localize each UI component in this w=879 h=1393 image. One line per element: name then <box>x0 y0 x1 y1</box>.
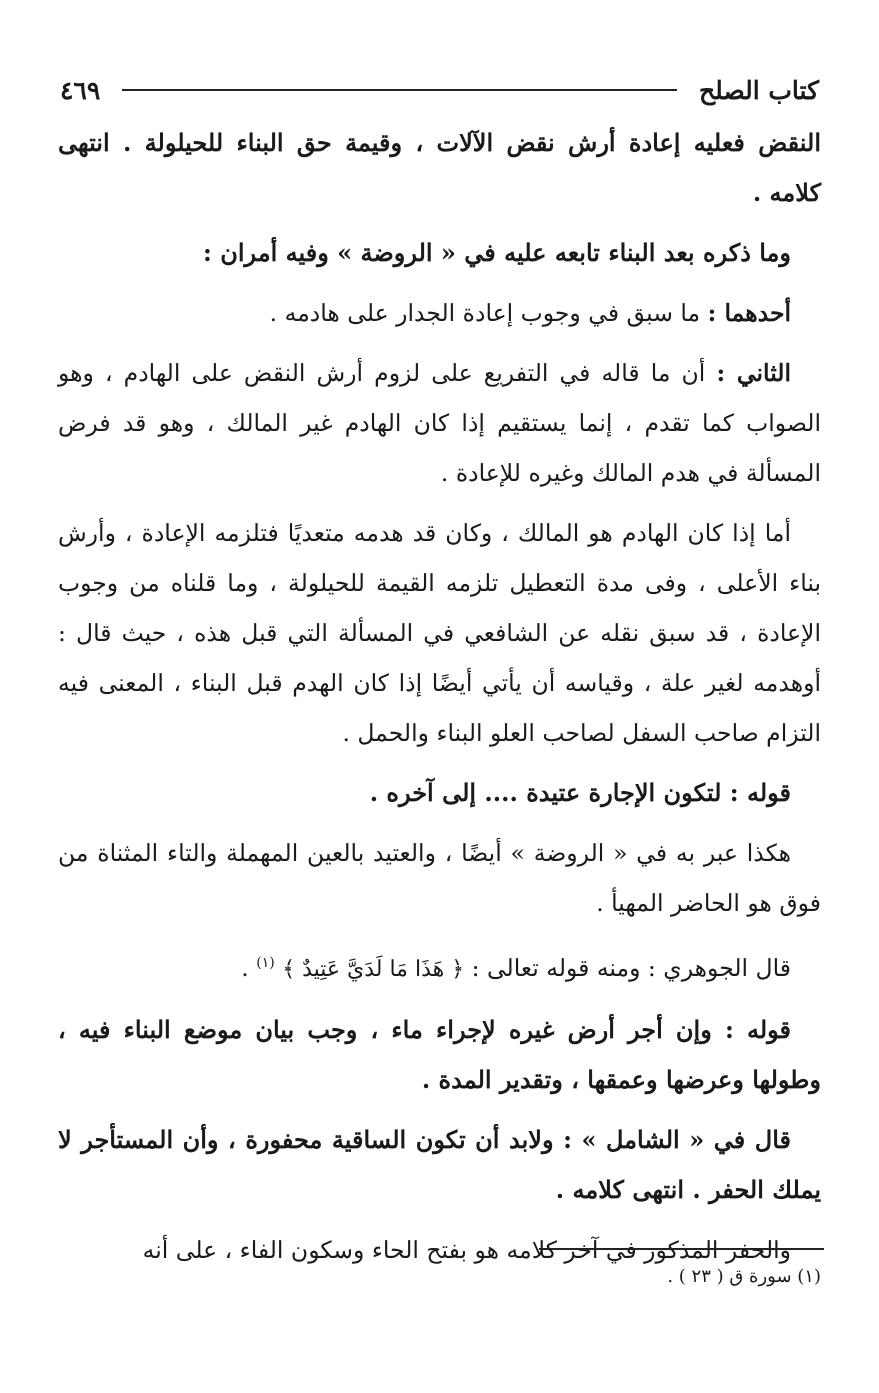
running-header <box>60 70 819 110</box>
header-title: كتاب الصلح <box>699 75 819 105</box>
paragraph-1-text: النقض فعليه إعادة أرش نقض الآلات ، وقيمة حق البناء للحيلولة . انتهى كلامه . <box>58 128 821 207</box>
footnote-rule <box>539 1248 824 1250</box>
page-number: ٤٦٩ <box>60 75 101 105</box>
paragraph-5-text: أما إذا كان الهادم هو المالك ، وكان قد هدمه متعديًا فتلزمه الإعادة ، وأرش بناء الأعلى ، وفى مدة التعطيل تلزمه القيمة للحيلولة ، وما قلناه من وجوب الإعادة ، قد سبق نقله عن الشافعي في المسألة التي قبل هذه ، حيث قال : أوهدمه لغير علة ، وقياسه أن يأتي أيضًا إذا كان الهدم قبل البناء ، المعنى فيه التزام صاحب السفل لصاحب العلو البناء والحمل . <box>58 519 821 747</box>
paragraph-6 <box>58 768 821 818</box>
paragraph-9-text: قوله : وإن أجر أرض غيره لإجراء ماء ، وجب بيان موضع البناء فيه ، وطولها وعرضها وعمقها ، وتقدير المدة . <box>58 1014 821 1094</box>
paragraph-4 <box>58 348 821 498</box>
paragraph-3-lead: أحدهما : <box>707 299 791 327</box>
paragraph-7 <box>58 828 821 928</box>
paragraph-10 <box>58 1115 821 1215</box>
footnote: (١) سورة ق ( ٢٣ ) . <box>667 1266 821 1287</box>
paragraph-3-text: ما سبق في وجوب إعادة الجدار على هادمه . <box>269 299 708 327</box>
paragraph-2 <box>58 228 821 278</box>
paragraph-8-text: قال الجوهري : ومنه قوله تعالى : <box>464 953 791 982</box>
paragraph-5 <box>58 508 821 758</box>
paragraph-8 <box>58 938 821 995</box>
paragraph-2-text: وما ذكره بعد البناء تابعه عليه في « الروضة » وفيه أمران : <box>203 238 791 267</box>
paragraph-7-text: هكذا عبر به في « الروضة » أيضًا ، والعتيد بالعين المهملة والتاء المثناة من فوق هو الحاضر المهيأ . <box>58 839 821 917</box>
paragraph-1 <box>58 118 821 218</box>
header-rule <box>122 89 677 91</box>
paragraph-9 <box>58 1005 821 1105</box>
paragraph-4-lead: الثاني : <box>716 359 791 387</box>
page-body <box>58 118 821 1285</box>
paragraph-8-tail: . <box>241 953 257 982</box>
paragraph-6-text: قوله : لتكون الإجارة عتيدة .... إلى آخره . <box>369 778 791 807</box>
footnote-reference: (١) <box>256 955 275 971</box>
paragraph-3 <box>58 288 821 338</box>
paragraph-11-text: والحفر المذكور في آخر كلامه هو بفتح الحاء وسكون الفاء ، على أنه <box>142 1235 791 1264</box>
paragraph-10-text: قال في « الشامل » : ولابد أن تكون الساقية محفورة ، وأن المستأجر لا يملك الحفر . انتهى كلامه . <box>58 1124 821 1204</box>
paragraph-4-text: أن ما قاله في التفريع على لزوم أرش النقض على الهادم ، وهو الصواب كما تقدم ، إنما يستقيم إذا كان الهادم غير المالك ، وهو قد فرض المسألة في هدم المالك وغيره للإعادة . <box>58 359 821 487</box>
quran-verse: ﴿ هَذَا مَا لَدَيَّ عَتِيدٌ ﴾ <box>282 956 465 982</box>
